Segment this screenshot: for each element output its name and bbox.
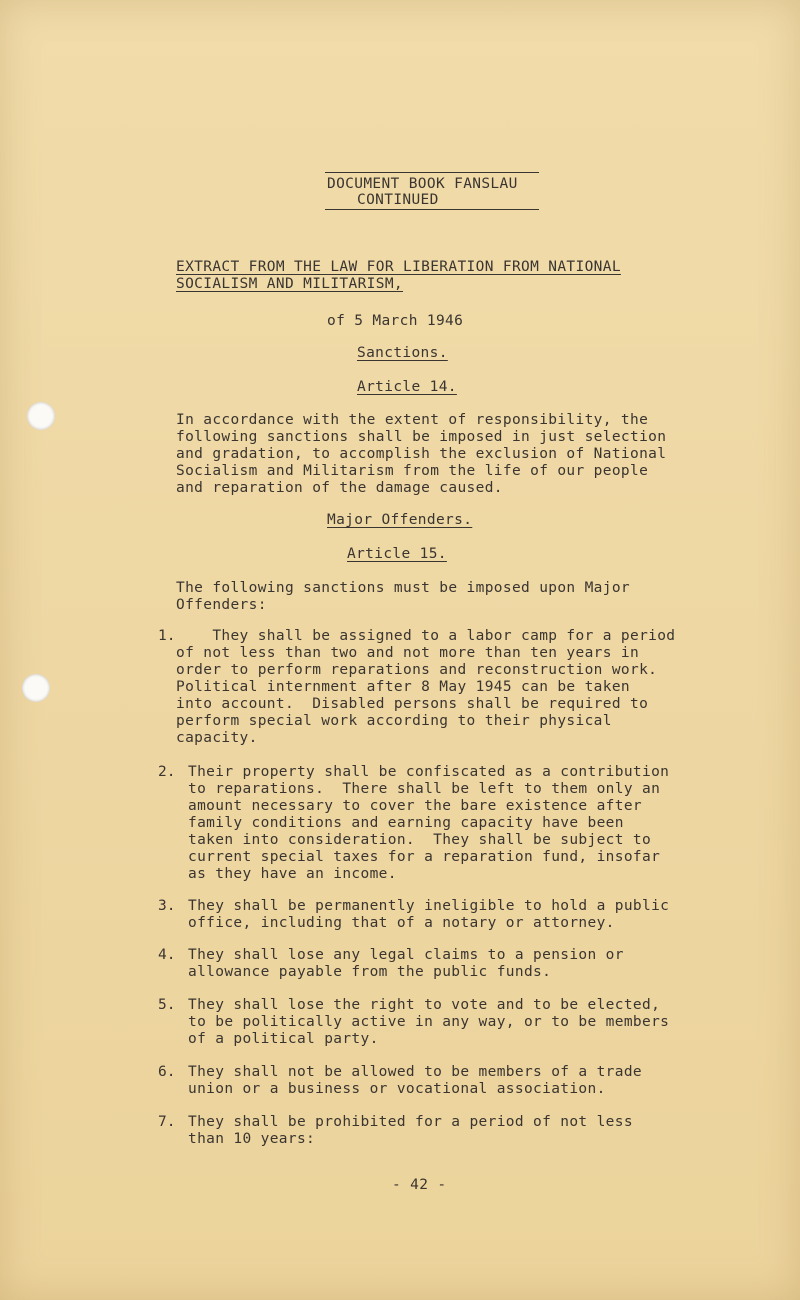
item-line: They shall lose any legal claims to a pension or	[188, 947, 624, 963]
article-14-line: In accordance with the extent of responsibility, the	[176, 412, 649, 428]
item-line: They shall not be allowed to be members of a trade	[188, 1064, 642, 1080]
title-line-1: EXTRACT FROM THE LAW FOR LIBERATION FROM NATIONAL	[176, 259, 621, 275]
item-line: Their property shall be confiscated as a contribution	[188, 764, 670, 780]
article-15-intro: Offenders:	[176, 597, 267, 613]
item-number: 2.	[158, 764, 176, 780]
item-line: perform special work according to their physical	[176, 713, 612, 729]
item-line: allowance payable from the public funds.	[188, 964, 552, 980]
item-line: as they have an income.	[188, 866, 397, 882]
article-15-intro: The following sanctions must be imposed upon Major	[176, 580, 630, 596]
article-15-heading: Article 15.	[347, 546, 447, 562]
item-line: taken into consideration. They shall be subject to	[188, 832, 652, 848]
item-line: union or a business or vocational association.	[188, 1081, 606, 1097]
item-number: 4.	[158, 947, 176, 963]
item-number: 6.	[158, 1064, 176, 1080]
item-line: They shall be permanently ineligible to hold a public	[188, 898, 670, 914]
item-line: They shall be prohibited for a period of not less	[188, 1114, 633, 1130]
item-line: They shall be assigned to a labor camp for a period	[176, 628, 676, 644]
item-line: into account. Disabled persons shall be required to	[176, 696, 649, 712]
item-line: to reparations. There shall be left to them only an	[188, 781, 661, 797]
article-14-line: and reparation of the damage caused.	[176, 480, 503, 496]
item-number: 1.	[158, 628, 176, 644]
major-offenders-heading: Major Offenders.	[327, 512, 473, 528]
item-line: than 10 years:	[188, 1131, 316, 1147]
header-rule-bottom	[325, 209, 539, 210]
item-number: 7.	[158, 1114, 176, 1130]
article-14-line: and gradation, to accomplish the exclusion of National	[176, 446, 667, 462]
header-rule-top	[325, 172, 539, 173]
law-date: of 5 March 1946	[327, 313, 464, 329]
header-line-2: CONTINUED	[357, 192, 439, 208]
item-line: capacity.	[176, 730, 258, 746]
punch-hole-top	[27, 402, 55, 430]
item-line: of not less than two and not more than ten years in	[176, 645, 640, 661]
item-line: family conditions and earning capacity have been	[188, 815, 624, 831]
item-line: Political internment after 8 May 1945 can be taken	[176, 679, 630, 695]
item-line: They shall lose the right to vote and to be elected,	[188, 997, 661, 1013]
item-line: of a political party.	[188, 1031, 379, 1047]
punch-hole-bottom	[22, 674, 50, 702]
item-line: amount necessary to cover the bare existence after	[188, 798, 642, 814]
article-14-heading: Article 14.	[357, 379, 457, 395]
page-number: - 42 -	[392, 1177, 447, 1193]
article-14-line: Socialism and Militarism from the life of our people	[176, 463, 649, 479]
article-14-line: following sanctions shall be imposed in just selection	[176, 429, 667, 445]
title-line-2: SOCIALISM AND MILITARISM,	[176, 276, 403, 292]
item-line: order to perform reparations and reconstruction work.	[176, 662, 658, 678]
item-line: office, including that of a notary or attorney.	[188, 915, 615, 931]
item-number: 3.	[158, 898, 176, 914]
sanctions-heading: Sanctions.	[357, 345, 448, 361]
item-number: 5.	[158, 997, 176, 1013]
item-line: to be politically active in any way, or to be members	[188, 1014, 670, 1030]
header-line-1: DOCUMENT BOOK FANSLAU	[327, 176, 518, 192]
item-line: current special taxes for a reparation fund, insofar	[188, 849, 661, 865]
